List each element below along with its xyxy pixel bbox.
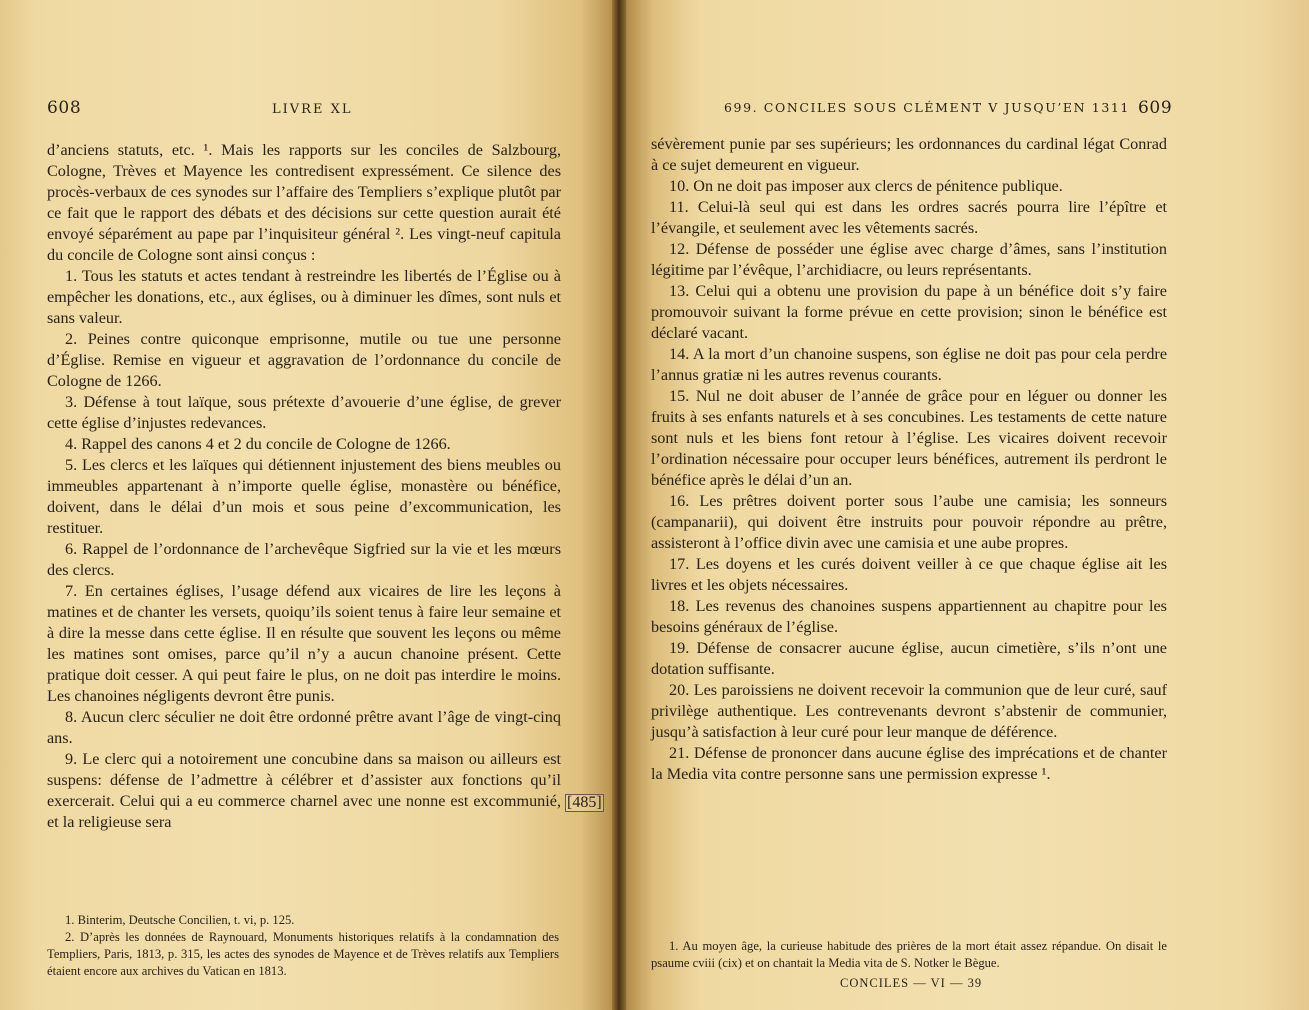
- paragraph: 8. Aucun clerc séculier ne doit être ordonné prêtre avant l’âge de vingt-cinq ans.: [47, 708, 561, 747]
- footnote: 1. Binterim, Deutsche Concilien, t. vi, p. 125.: [65, 913, 295, 927]
- paragraph: sévèrement punie par ses supérieurs; les ordonnances du cardinal légat Conrad à ce sujet demeurent en vigueur.: [651, 135, 1167, 174]
- book-gutter: [612, 0, 626, 1010]
- left-footnotes: [47, 912, 559, 980]
- paragraph: 21. Défense de prononcer dans aucune église des imprécations et de chanter la Media vita contre personne sans une permission expresse ¹.: [651, 744, 1167, 783]
- left-running-head: LIVRE XL: [272, 102, 353, 117]
- paragraph: 6. Rappel de l’ordonnance de l’archevêque Sigfried sur la vie et les mœurs des clercs.: [47, 540, 561, 579]
- footnote: 2. D’après les données de Raynouard, Monuments historiques relatifs à la condamnation des Templiers, Paris, 1813, p. 315, les actes des synodes de Mayence et de Trèves relatifs aux Templiers étaient encore aux archives du Vatican en 1813.: [47, 930, 559, 978]
- paragraph: 4. Rappel des canons 4 et 2 du concile de Cologne de 1266.: [65, 435, 451, 453]
- paragraph: 16. Les prêtres doivent porter sous l’aube une camisia; les sonneurs (campanarii), qui doivent être instruits pour pouvoir répondre au prêtre, assisteront à l’office divin avec une camisia et une aube propres.: [651, 492, 1167, 552]
- right-footnotes: [651, 938, 1167, 972]
- paragraph: 19. Défense de consacrer aucune église, aucun cimetière, s’ils n’ont une dotation suffisante.: [651, 639, 1167, 678]
- paragraph: 1. Tous les statuts et actes tendant à restreindre les libertés de l’Église ou à empêcher les donations, etc., aux églises, ou à diminuer les dîmes, sont nuls et sans valeur.: [47, 267, 561, 327]
- right-page: [618, 0, 1309, 1010]
- paragraph: 3. Défense à tout laïque, sous prétexte d’avouerie d’une église, de grever cette église d’injustes redevances.: [47, 393, 561, 432]
- paragraph: 10. On ne doit pas imposer aux clercs de pénitence publique.: [669, 177, 1063, 195]
- paragraph: 5. Les clercs et les laïques qui détiennent injustement des biens meubles ou immeubles appartenant à n’importe quelle église, monastère ou bénéfice, doivent, dans le délai d’un mois et sous peine d’excommunication, les restituer.: [47, 456, 561, 537]
- right-body-text: [651, 134, 1167, 785]
- paragraph: 9. Le clerc qui a notoirement une concubine dans sa maison ou ailleurs est suspens: défense de l’admettre à célébrer et d’assister aux fonctions qu’il exercerait. Celui qui a eu commerce charnel avec une nonne est excommunié, et la religieuse sera: [47, 750, 561, 831]
- left-page: [0, 0, 618, 1010]
- paragraph: 12. Défense de posséder une église avec charge d’âmes, sans l’institution légitime par l’évêque, l’archidiacre, ou leurs représentants.: [651, 240, 1167, 279]
- paragraph: 20. Les paroissiens ne doivent recevoir la communion que de leur curé, sauf privilège authentique. Les contrevenants devront s’abstenir de communier, jusqu’à satisfaction à leur curé pour leur manque de déférence.: [651, 681, 1167, 741]
- right-running-head: 699. CONCILES SOUS CLÉMENT V JUSQU’EN 1311: [724, 100, 1130, 115]
- paragraph: 15. Nul ne doit abuser de l’année de grâce pour en léguer ou donner les fruits à ses enfants naturels et à ses concubines. Les testaments de cette nature sont nuls et les biens font retour à l’église. Les vicaires doivent recevoir l’ordination nécessaire pour occuper leurs bénéfices, autrement ils perdront le bénéfice après le délai d’un an.: [651, 387, 1167, 489]
- paragraph: 14. A la mort d’un chanoine suspens, son église ne doit pas pour cela perdre l’annus gratiæ ni les autres revenus courants.: [651, 345, 1167, 384]
- paragraph: 11. Celui-là seul qui est dans les ordres sacrés pourra lire l’épître et l’évangile, et seulement avec les vêtements sacrés.: [651, 198, 1167, 237]
- right-page-number: 609: [1138, 98, 1173, 118]
- paragraph: 17. Les doyens et les curés doivent veiller à ce que chaque église ait les livres et les objets nécessaires.: [651, 555, 1167, 594]
- paragraph: 18. Les revenus des chanoines suspens appartiennent au chapitre pour les besoins généraux de l’église.: [651, 597, 1167, 636]
- left-page-number: 608: [47, 98, 82, 118]
- footnote: 1. Au moyen âge, la curieuse habitude des prières de la mort était assez répandue. On disait le psaume cviii (cix) et on chantait la Media vita de S. Notker le Bègue.: [651, 939, 1167, 970]
- left-body-text: [47, 140, 561, 833]
- paragraph: 2. Peines contre quiconque emprisonne, mutile ou tue une personne d’Église. Remise en vigueur et aggravation de l’ordonnance du concile de Cologne de 1266.: [47, 330, 561, 390]
- margin-page-reference: [485]: [567, 794, 602, 811]
- signature-mark: CONCILES — VI — 39: [840, 976, 983, 990]
- paragraph: 7. En certaines églises, l’usage défend aux vicaires de lire les leçons à matines et de chanter les versets, quoiqu’ils soient tenus à faire leur semaine et à dire la messe dans cette église. Il en résulte que souvent les leçons ou même les matines sont omises, parce qu’il n’y a aucun chanoine présent. Cette pratique doit cesser. A qui peut faire le plus, on ne doit pas interdire le moins. Les chanoines négligents devront être punis.: [47, 582, 561, 705]
- paragraph: d’anciens statuts, etc. ¹. Mais les rapports sur les conciles de Salzbourg, Cologne, Trèves et Mayence les contredisent expressément. Ce silence des procès-verbaux de ces synodes sur l’affaire des Templiers s’explique plutôt par ce fait que le rapport des débats et des décisions sur cette question aurait été envoyé séparément au pape par l’inquisiteur général ². Les vingt-neuf capitula du concile de Cologne sont ainsi conçus :: [47, 141, 561, 264]
- paragraph: 13. Celui qui a obtenu une provision du pape à un bénéfice doit s’y faire promouvoir suivant la forme prévue en cette provision; sinon le bénéfice est déclaré vacant.: [651, 282, 1167, 342]
